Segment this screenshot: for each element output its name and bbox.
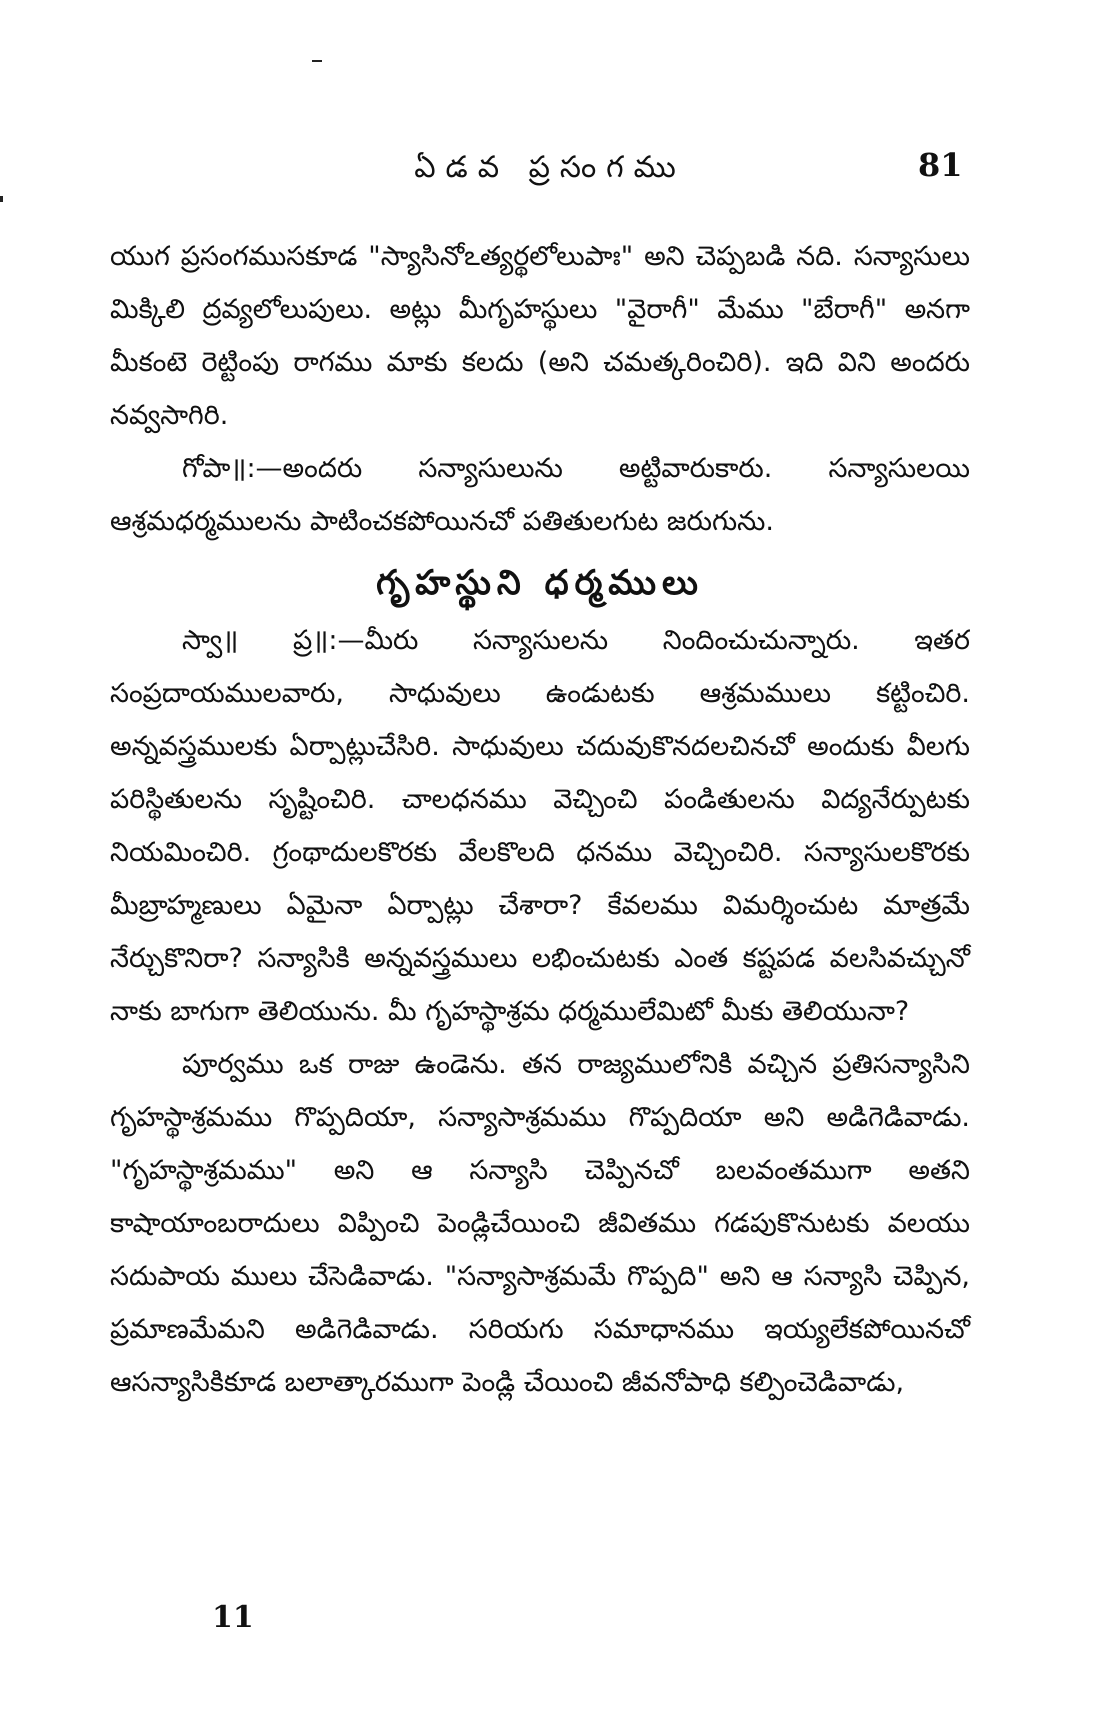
paragraph-continued: యుగ ప్రసంగముసకూడ "స్యాసినోఽత్యర్థలోలుపాః" అని చెప్పబడి నది. సన్యాసులు మిక్కిలి ద్రవ్యలోలుపులు. అట్లు మీగృహస్థులు "వైరాగీ" మేము "బేరాగీ" అనగా మీకంటె రెట్టింపు రాగము మాకు కలదు (అని చమత్కరించిరి). ఇది విని అందరు నవ్వసాగిరి. (110, 241, 970, 431)
page-body (110, 230, 970, 1409)
signature-mark: 11 (212, 1600, 254, 1635)
paragraph-gopa-reply: గోపా॥:—అందరు సన్యాసులును అట్టివారుకారు. సన్యాసులయి ఆశ్రమధర్మములను పాటించకపోయినచో పతితులగుట జరుగును. (110, 453, 970, 537)
section-heading: గృహస్థుని ధర్మములు (376, 563, 704, 603)
paragraph-king-story: పూర్వము ఒక రాజు ఉండెను. తన రాజ్యములోనికి వచ్చిన ప్రతిసన్యాసిని గృహస్థాశ్రమము గొప్పదియా, సన్యాసాశ్రమము గొప్పదియా అని అడిగెడివాడు. "గృహస్థాశ్రమము" అని ఆ సన్యాసి చెప్పినచో బలవంతముగా అతని కాషాయాంబరాదులు విప్పించి పెండ్లిచేయించి జీవితము గడపుకొనుటకు వలయు సదుపాయ ములు చేసెడివాడు. "సన్యాసాశ్రమమే గొప్పది" అని ఆ సన్యాసి చెప్పిన, ప్రమాణమేమని అడిగెడివాడు. సరియగు సమాధానము ఇయ్యలేకపోయినచో ఆసన్యాసికికూడ బలాత్కారముగా పెండ్లి చేయించి జీవనోపాధి కల్పించెడివాడు, (110, 1049, 970, 1398)
page-number: 81 (918, 146, 963, 184)
paragraph-swami-question: స్వా॥ ప్ర॥:—మీరు సన్యాసులను నిందించుచున్నారు. ఇతర సంప్రదాయములవారు, సాధువులు ఉండుటకు ఆశ్రమములు కట్టించిరి. అన్నవస్త్రములకు ఏర్పాట్లుచేసిరి. సాధువులు చదువుకొనదలచినచో అందుకు వీలగు పరిస్థితులను సృష్టించిరి. చాలధనము వెచ్చించి పండితులను విద్యనేర్పుటకు నియమించిరి. గ్రంథాదులకొరకు వేలకొలది ధనము వెచ్చించిరి. సన్యాసులకొరకు మీబ్రాహ్మణులు ఏమైనా ఏర్పాట్లు చేశారా? కేవలము విమర్శించుట మాత్రమే నేర్చుకొనిరా? సన్యాసికి అన్నవస్త్రములు లభించుటకు ఎంత కష్టపడ వలసివచ్చునో నాకు బాగుగా తెలియును. మీ గృహస్థాశ్రమ ధర్మములేమిటో మీకు తెలియునా? (110, 625, 970, 1027)
scan-speck (312, 60, 322, 62)
scan-speck (0, 196, 3, 202)
running-title: ఏడవ ప్రసంగము (414, 150, 686, 185)
